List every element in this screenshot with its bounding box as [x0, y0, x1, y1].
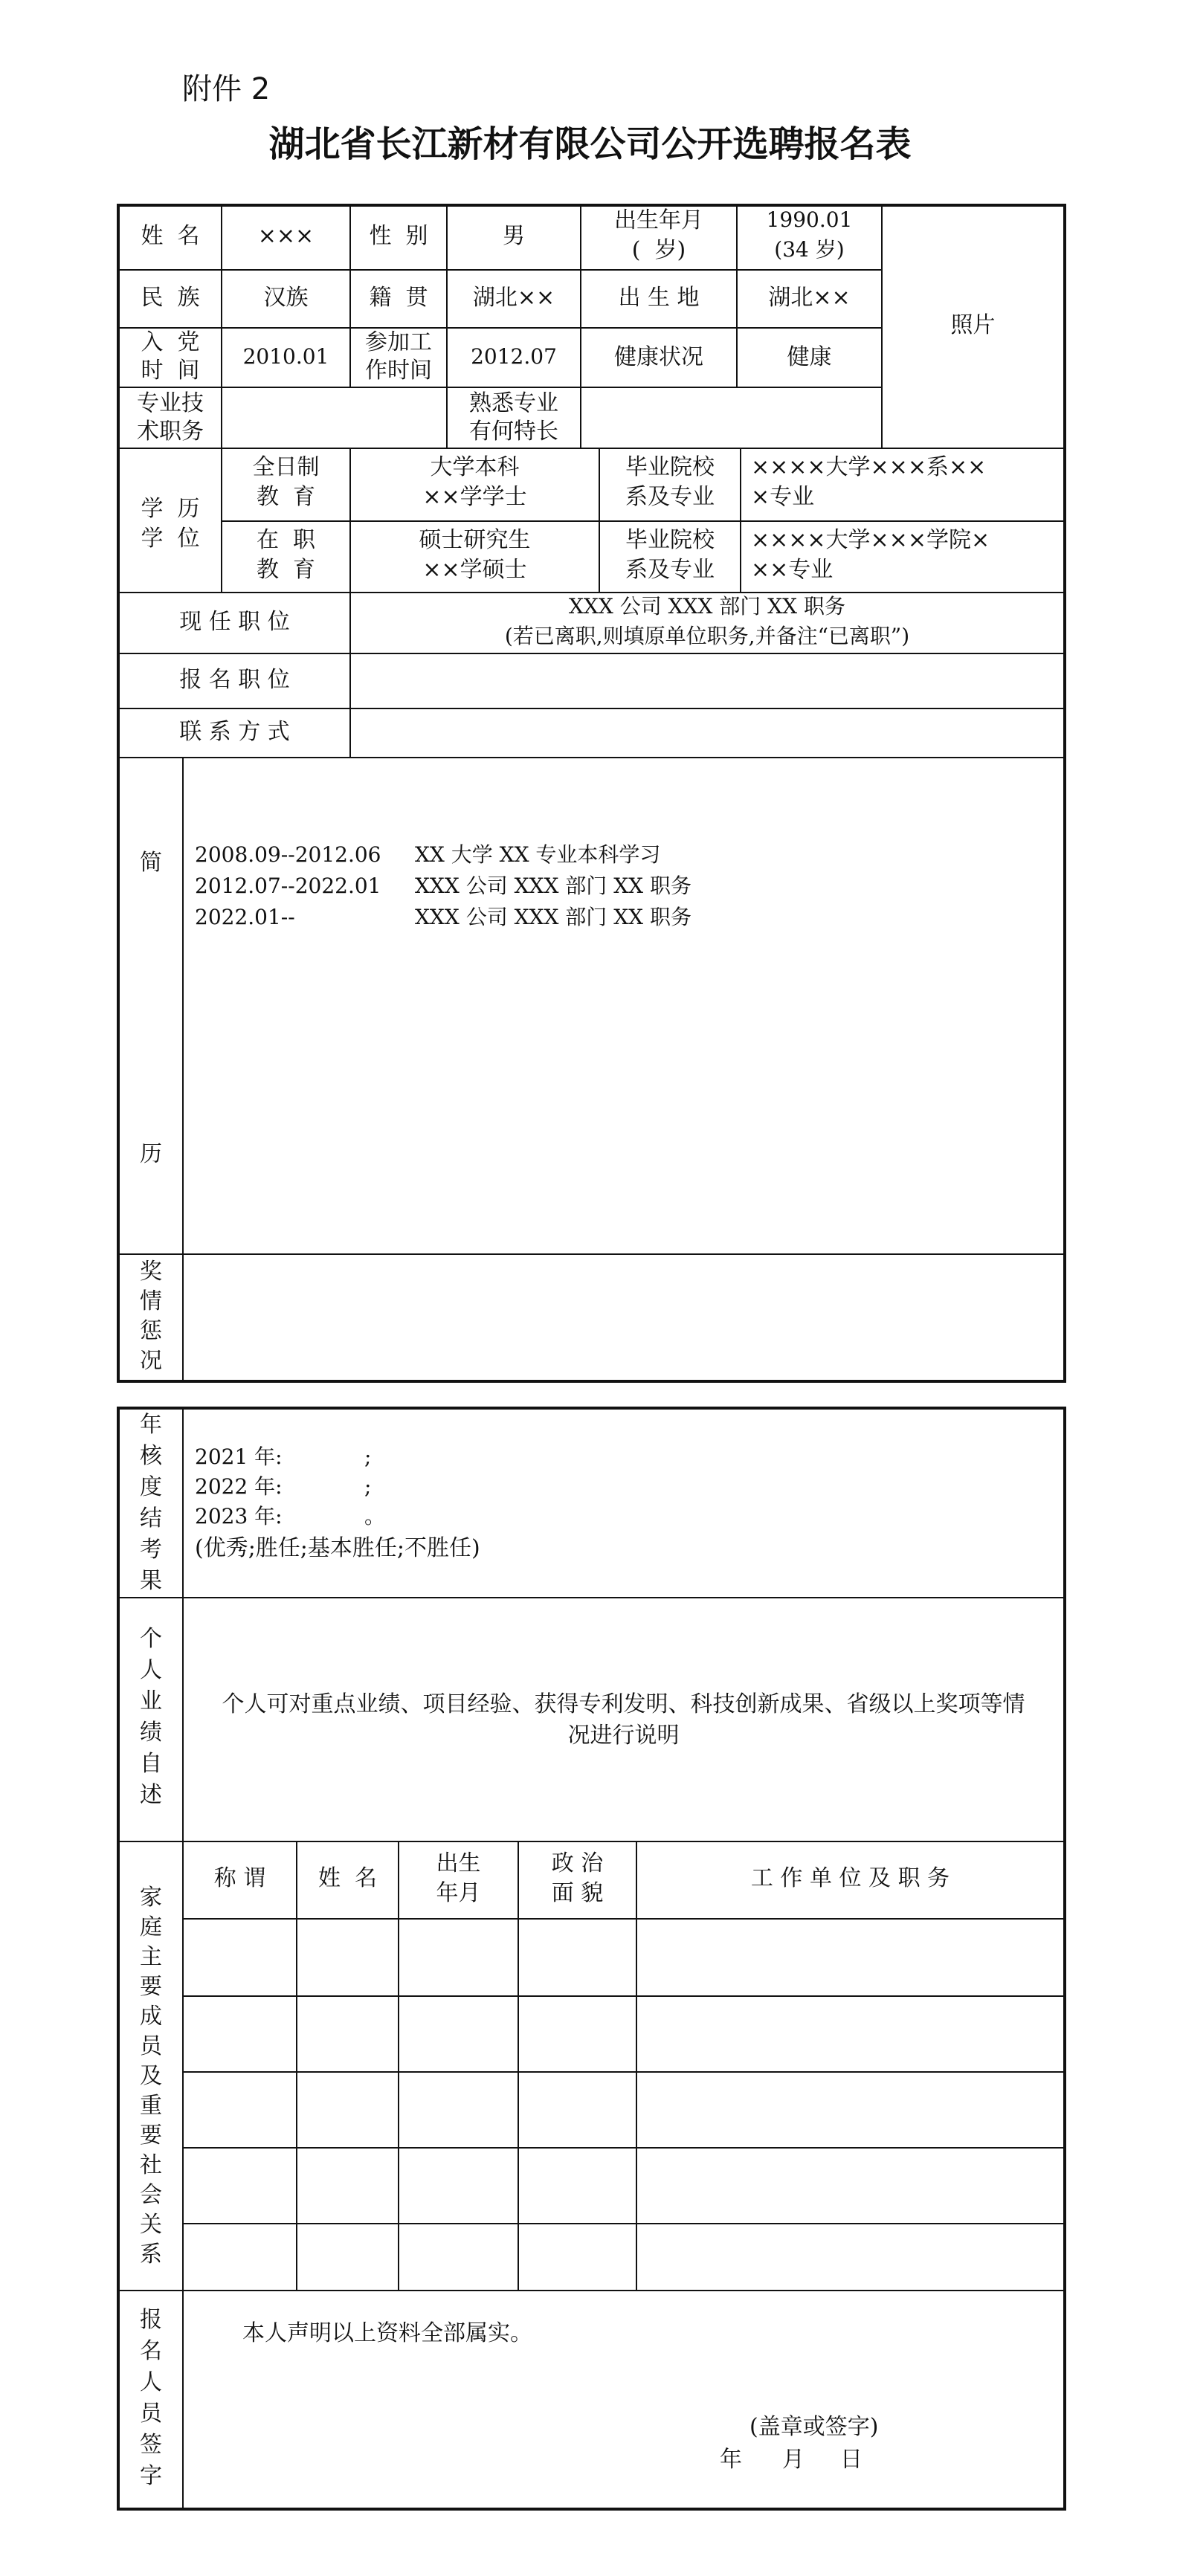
fulltime-label: 全日制: [252, 454, 320, 480]
resume-desc: XXX 公司 XXX 部门 XX 职务: [415, 874, 691, 898]
statement-hint[interactable]: 个人可对重点业绩、项目经验、获得专利发明、科技创新成果、省级以上奖项等情: [222, 1691, 1025, 1717]
gender-value[interactable]: 男: [503, 223, 525, 249]
declaration-text: 本人声明以上资料全部属实。: [242, 2320, 532, 2346]
degree-group-label: 学 位: [141, 526, 200, 552]
family-col-title: 称 谓: [213, 1865, 266, 1891]
fulltime-school-label-2: 系及专业: [625, 484, 715, 510]
specialty-label: 熟悉专业: [469, 390, 558, 416]
resume-label-bottom: 历: [140, 1141, 162, 1167]
resume-period: 2012.07--2022.01: [195, 874, 381, 898]
family-col-birth: 出生: [436, 1850, 481, 1876]
parttime-label: 在 职: [256, 527, 316, 553]
ethnic-label: 民 族: [141, 285, 200, 311]
birthplace-value[interactable]: 湖北××: [768, 285, 851, 311]
pro-title-label: 专业技: [137, 390, 204, 416]
appraisal-2021-value[interactable]: ;: [364, 1444, 372, 1469]
party-label: 入 党: [141, 329, 200, 355]
pro-title-label-2: 术职务: [137, 419, 204, 445]
birthplace-label: 出 生 地: [618, 285, 700, 311]
family-col-politics: 政 治: [551, 1850, 604, 1876]
work-start-value[interactable]: 2012.07: [471, 344, 557, 369]
form-title: 湖北省长江新材有限公司公开选聘报名表: [268, 123, 912, 165]
date-year[interactable]: 年: [720, 2447, 742, 2473]
parttime-label-2: 教 育: [256, 557, 316, 583]
name-value[interactable]: ×××: [257, 223, 315, 249]
age-value[interactable]: (34 岁): [774, 237, 845, 262]
birth-value[interactable]: 1990.01: [766, 207, 853, 232]
photo-placeholder[interactable]: 照片: [950, 312, 996, 338]
appraisal-2021-label: 2021 年:: [195, 1444, 283, 1469]
parttime-school[interactable]: ××××大学×××学院×: [751, 527, 990, 553]
appraisal-2023-label: 2023 年:: [195, 1504, 283, 1529]
health-value[interactable]: 健康: [787, 344, 832, 370]
specialty-label-2: 有何特长: [469, 419, 558, 445]
appraisal-2023-value[interactable]: 。: [364, 1504, 386, 1529]
resume-desc: XXX 公司 XXX 部门 XX 职务: [415, 905, 691, 929]
family-col-birth-2: 年月: [436, 1880, 481, 1906]
signature-field[interactable]: (盖章或签字): [749, 2414, 879, 2440]
appraisal-2022-value[interactable]: ;: [364, 1474, 372, 1499]
native-value[interactable]: 湖北××: [472, 285, 555, 311]
parttime-degree-2[interactable]: ××学硕士: [422, 557, 527, 583]
native-label: 籍 贯: [369, 285, 428, 311]
resume-period: 2022.01--: [195, 905, 295, 929]
parttime-school-2[interactable]: ××专业: [751, 557, 834, 583]
gender-label: 性 别: [369, 223, 428, 249]
birth-label: 出生年月: [614, 207, 703, 233]
party-label-2: 时 间: [141, 358, 200, 384]
current-position-value[interactable]: XXX 公司 XXX 部门 XX 职务: [569, 594, 845, 619]
family-col-politics-2: 面 貌: [551, 1880, 604, 1906]
apply-position-label: 报 名 职 位: [179, 667, 290, 693]
health-label: 健康状况: [614, 344, 703, 370]
work-start-label: 参加工: [365, 329, 432, 355]
statement-hint-2[interactable]: 况进行说明: [567, 1723, 680, 1749]
fulltime-degree-2[interactable]: ××学学士: [422, 484, 527, 510]
resume-period: 2008.09--2012.06: [195, 842, 381, 867]
contact-label: 联 系 方 式: [179, 719, 290, 745]
attachment-label: 附件 2: [182, 72, 271, 106]
family-col-name: 姓 名: [317, 1865, 378, 1891]
fulltime-school-label: 毕业院校: [625, 454, 715, 480]
fulltime-school[interactable]: ××××大学×××系××: [751, 454, 987, 480]
family-col-work: 工 作 单 位 及 职 务: [750, 1865, 950, 1891]
resume-label-top: 简: [140, 850, 162, 876]
parttime-school-label: 毕业院校: [625, 527, 715, 553]
appraisal-options: (优秀;胜任;基本胜任;不胜任): [195, 1535, 480, 1561]
appraisal-2022-label: 2022 年:: [195, 1474, 283, 1499]
party-value[interactable]: 2010.01: [242, 344, 329, 369]
resume-desc: XX 大学 XX 专业本科学习: [415, 842, 661, 867]
parttime-school-label-2: 系及专业: [625, 557, 715, 583]
parttime-degree[interactable]: 硕士研究生: [419, 527, 531, 553]
name-label: 姓 名: [141, 223, 200, 249]
fulltime-school-2[interactable]: ×专业: [751, 484, 815, 510]
ethnic-value[interactable]: 汉族: [263, 285, 309, 311]
current-position-label: 现 任 职 位: [179, 609, 290, 635]
age-label: ( 岁): [631, 237, 686, 263]
current-position-note[interactable]: (若已离职,则填原单位职务,并备注“已离职”): [504, 624, 910, 648]
fulltime-label-2: 教 育: [256, 484, 316, 510]
date-day[interactable]: 日: [840, 2447, 863, 2473]
date-month[interactable]: 月: [782, 2447, 805, 2473]
education-group-label: 学 历: [141, 496, 200, 522]
work-start-label-2: 作时间: [365, 358, 432, 384]
fulltime-degree[interactable]: 大学本科: [430, 454, 520, 480]
